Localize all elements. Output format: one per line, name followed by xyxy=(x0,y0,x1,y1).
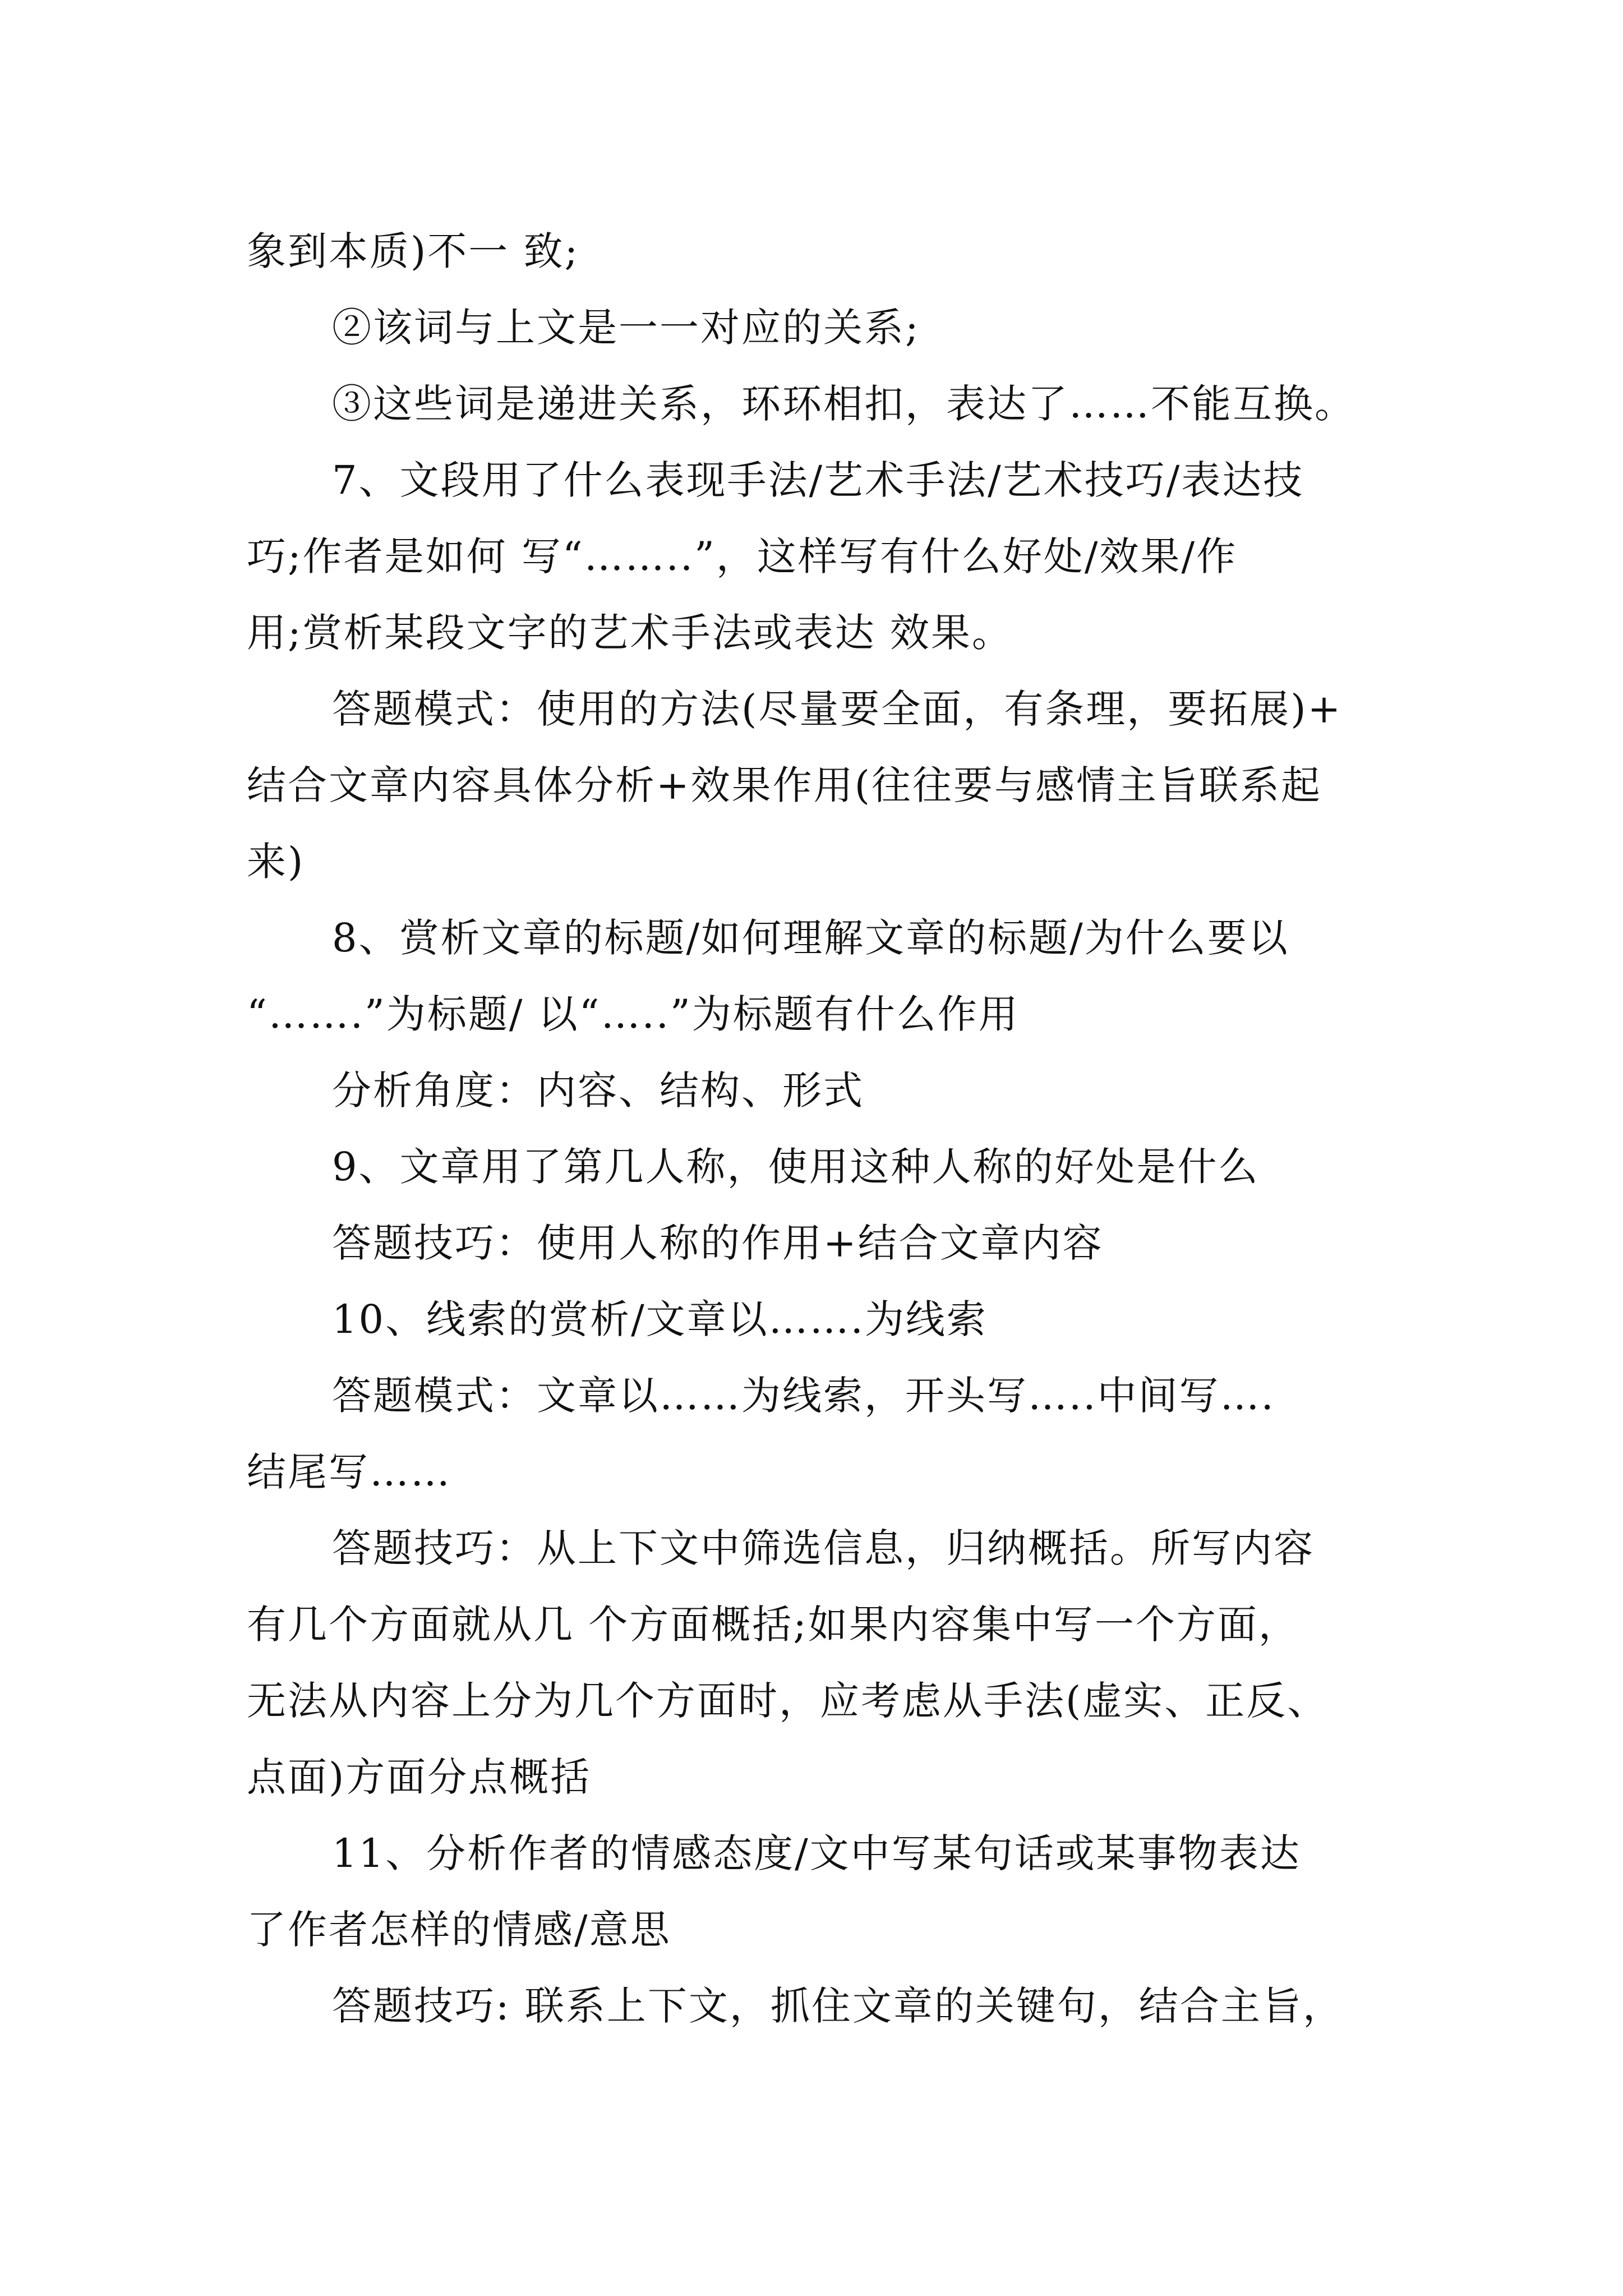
text-line: ②该词与上文是一一对应的关系; xyxy=(332,305,920,351)
text-line: 答题模式：文章以……为线索，开头写…..中间写…. xyxy=(332,1373,1275,1419)
document-page xyxy=(247,213,1391,2044)
text-line: 象到本质)不一 致; xyxy=(247,228,580,274)
text-line: 结合文章内容具体分析+效果作用(往往要与感情主旨联系起 xyxy=(247,762,1322,808)
text-line: 答题模式：使用的方法(尽量要全面，有条理，要拓展)+ xyxy=(332,686,1343,732)
text-line: 来) xyxy=(247,839,305,885)
text-line: 点面)方面分点概括 xyxy=(247,1754,592,1800)
text-line: 答题技巧：从上下文中筛选信息，归纳概括。所写内容 xyxy=(332,1525,1315,1571)
question-heading: 7、文段用了什么表现手法/艺术手法/艺术技巧/表达技 xyxy=(332,457,1304,503)
text-line: 分析角度：内容、结构、形式 xyxy=(332,1068,864,1114)
question-heading: 9、文章用了第几人称，使用这种人称的好处是什么 xyxy=(332,1144,1260,1190)
text-line: “…….”为标题/ 以“…..”为标题有什么作用 xyxy=(247,991,1020,1037)
question-heading: 11、分析作者的情感态度/文中写某句话或某事物表达 xyxy=(332,1830,1301,1876)
text-line: 答题技巧：使用人称的作用+结合文章内容 xyxy=(332,1220,1104,1266)
question-heading: 10、线索的赏析/文章以…….为线索 xyxy=(332,1296,988,1342)
question-heading: 8、赏析文章的标题/如何理解文章的标题/为什么要以 xyxy=(332,915,1289,961)
text-line: 无法从内容上分为几个方面时，应考虑从手法(虚实、正反、 xyxy=(247,1678,1329,1724)
text-line: 用;赏析某段文字的艺术手法或表达 效果。 xyxy=(247,610,1013,656)
text-line: 有几个方面就从几 个方面概括;如果内容集中写一个方面， xyxy=(247,1602,1299,1648)
text-line: 答题技巧: 联系上下文，抓住文章的关键句，结合主旨， xyxy=(332,1983,1344,2029)
text-line: 结尾写…… xyxy=(247,1449,451,1495)
text-line: 了作者怎样的情感/意思 xyxy=(247,1907,671,1953)
text-line: ③这些词是递进关系，环环相扣，表达了……不能互换。 xyxy=(332,381,1355,427)
text-line: 巧;作者是如何 写“……..”，这样写有什么好处/效果/作 xyxy=(247,533,1238,579)
